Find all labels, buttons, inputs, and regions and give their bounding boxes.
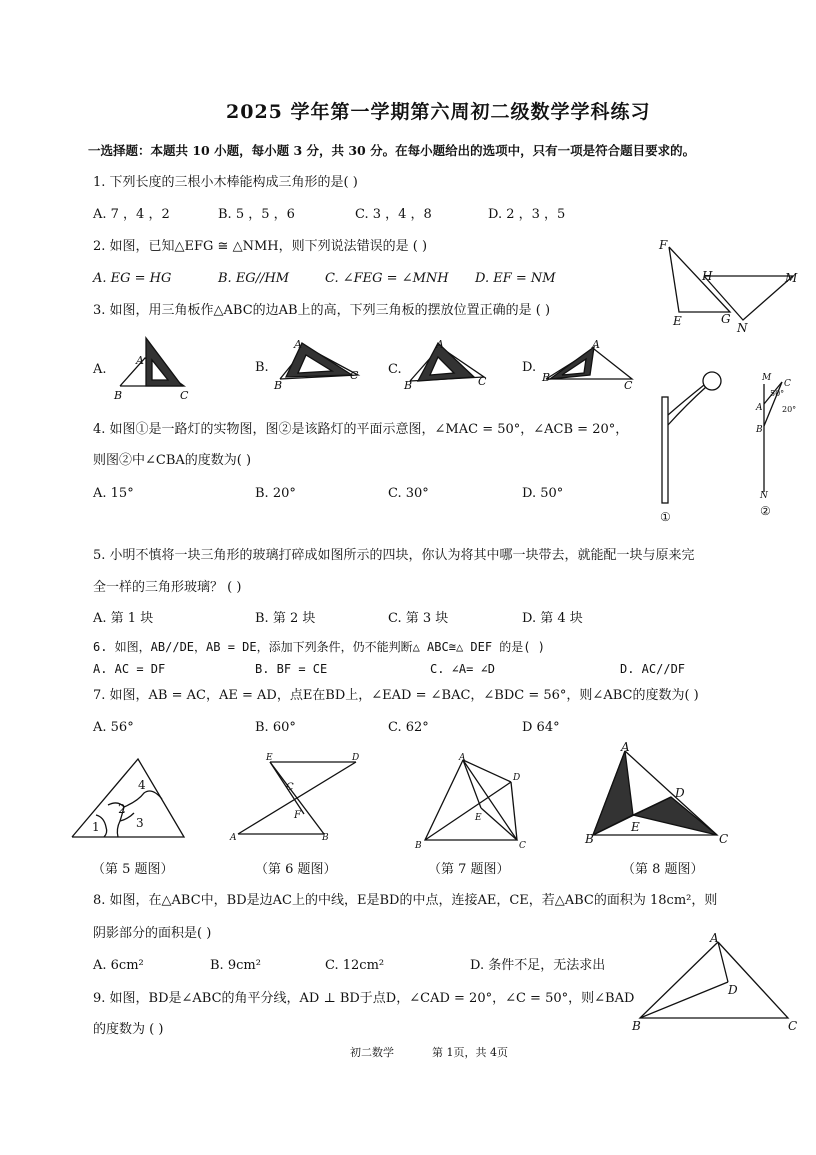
q8-label-b: B <box>585 832 594 846</box>
q2-label-e: E <box>673 314 682 328</box>
q9-label-a: A <box>710 931 719 945</box>
q1-option-d: D. 2 ，3 ，5 <box>488 207 566 222</box>
q4-label-fig2: ② <box>760 504 771 518</box>
q2-figure <box>655 235 805 335</box>
q9-label-c: C <box>788 1019 798 1033</box>
q3-figure-b <box>272 335 367 390</box>
q8-stem-line1: 8. 如图，在△ABC中，BD是边AC上的中线，E是BD的中点，连接AE，CE，若△ABC的面积为 18cm²，则 <box>93 893 718 908</box>
q2-label-h: H <box>702 269 713 283</box>
q7-label-d: D <box>513 773 521 783</box>
q5-stem-line1: 5. 小明不慎将一块三角形的玻璃打碎成如图所示的四块，你认为将其中哪一块带去，就能配一块与原来完 <box>93 548 695 563</box>
q7-label-e: E <box>475 813 482 823</box>
q1-option-b: B. 5 ，5 ，6 <box>218 207 295 222</box>
q8-option-a: A. 6cm² <box>93 958 144 973</box>
q5-piece-2: 2 <box>118 802 126 816</box>
q6-option-b: B. BF = CE <box>255 662 328 676</box>
q9-label-d: D <box>728 983 738 997</box>
q8-label-c: C <box>719 832 729 846</box>
q3b-label-a: A <box>294 338 302 351</box>
q3-figure-c <box>404 335 499 390</box>
q9-stem-line1: 9. 如图，BD是∠ABC的角平分线，AD ⊥ BD于点D，∠CAD = 20°，∠C = 50°，则∠BAD <box>93 991 635 1006</box>
q9-figure <box>632 930 802 1033</box>
q6-label-e: E <box>266 753 273 763</box>
q7-label-c: C <box>519 841 526 851</box>
q7-figure <box>415 752 535 852</box>
q4-figure-2-diagram <box>748 370 808 520</box>
q2-stem: 2. 如图，已知△EFG ≅ △NMH，则下列说法错误的是 ( ) <box>93 239 428 254</box>
q6-label-f: F <box>294 810 301 821</box>
q6-option-d: D. AC//DF <box>620 662 686 676</box>
q9-stem-line2: 的度数为 ( ) <box>93 1022 164 1037</box>
q3d-label-c: C <box>624 379 633 392</box>
q8-label-e: E <box>631 820 640 834</box>
q6-option-a: A. AC = DF <box>93 662 166 676</box>
q5-option-d: D. 第 4 块 <box>522 611 583 626</box>
q4-label-50: 50° <box>770 389 785 398</box>
q4-label-b: B <box>756 425 763 435</box>
q3a-label-a: A <box>136 354 144 367</box>
q8-label-d: D <box>675 786 685 800</box>
q6-option-c: C. ∠A= ∠D <box>430 662 496 676</box>
q4-label-a: A <box>756 403 763 413</box>
fig6-caption: （第 6 题图） <box>255 862 337 877</box>
q6-label-a: A <box>230 833 237 843</box>
q3d-label-a: A <box>592 338 600 351</box>
q3b-label-c: C <box>350 369 359 382</box>
q3a-label-c: C <box>180 389 189 402</box>
q7-option-b: B. 60° <box>255 720 296 735</box>
q2-option-c: C. ∠FEG = ∠MNH <box>325 271 449 286</box>
q4-label-m: M <box>762 373 772 383</box>
q7-option-c: C. 62° <box>388 720 429 735</box>
q8-option-b: B. 9cm² <box>210 958 261 973</box>
q8-stem-line2: 阴影部分的面积是( ) <box>93 926 212 941</box>
q8-label-a: A <box>621 740 630 754</box>
q5-piece-1: 1 <box>92 820 100 834</box>
q4-option-a: A. 15° <box>93 486 134 501</box>
q1-option-a: A. 7 ，4 ，2 <box>93 207 170 222</box>
q8-option-c: C. 12cm² <box>325 958 385 973</box>
q2-option-d: D. EF = NM <box>475 271 556 286</box>
q6-label-b: B <box>322 833 329 843</box>
q4-option-b: B. 20° <box>255 486 296 501</box>
q3-option-d: D. <box>522 360 537 375</box>
page-title: 2025 学年第一学期第六周初二级数学学科练习 <box>226 101 651 123</box>
q7-option-d: D 64° <box>522 720 560 735</box>
q3-option-a: A. <box>93 362 107 377</box>
q4-label-fig1: ① <box>660 510 671 524</box>
q5-figure <box>68 755 188 845</box>
q4-stem-line1: 4. 如图①是一路灯的实物图，图②是该路灯的平面示意图，∠MAC = 50°，∠ACB = 20°， <box>93 422 629 437</box>
q5-piece-3: 3 <box>136 816 144 830</box>
q4-option-c: C. 30° <box>388 486 429 501</box>
q5-option-c: C. 第 3 块 <box>388 611 449 626</box>
q3b-label-b: B <box>274 379 283 392</box>
q4-label-c: C <box>784 379 791 389</box>
footer-page-number: 第 1页，共 4页 <box>432 1046 508 1059</box>
q3-figure-a <box>112 330 192 400</box>
q2-label-g: G <box>721 312 731 326</box>
q2-label-n: N <box>737 321 748 335</box>
section-heading: 一选择题：本题共 10 小题，每小题 3 分，共 30 分。在每小题给出的选项中，只有一项是符合题目要求的。 <box>88 143 696 158</box>
q6-label-d: D <box>352 753 360 763</box>
q3-option-b: B. <box>255 360 269 375</box>
q3-option-c: C. <box>388 362 402 377</box>
q3c-label-c: C <box>478 375 487 388</box>
q5-option-a: A. 第 1 块 <box>93 611 154 626</box>
q7-label-b: B <box>415 841 422 851</box>
q2-option-a: A. EG = HG <box>93 271 172 286</box>
q6-figure <box>230 752 360 842</box>
q2-option-b: B. EG//HM <box>218 271 290 286</box>
q8-figure <box>585 740 735 846</box>
fig8-caption: （第 8 题图） <box>622 862 704 877</box>
q7-option-a: A. 56° <box>93 720 134 735</box>
q4-label-n: N <box>760 491 768 501</box>
q9-label-b: B <box>632 1019 641 1033</box>
q3c-label-a: A <box>436 338 444 351</box>
footer-subject: 初二数学 <box>350 1046 394 1059</box>
q4-stem-line2: 则图②中∠CBA的度数为( ) <box>93 453 252 468</box>
q5-stem-line2: 全一样的三角形玻璃？ ( ) <box>93 580 242 595</box>
fig5-caption: （第 5 题图） <box>92 862 174 877</box>
q5-piece-4: 4 <box>138 778 146 792</box>
q8-option-d: D. 条件不足，无法求出 <box>470 958 606 973</box>
q7-stem: 7. 如图，AB = AC，AE = AD，点E在BD上，∠EAD = ∠BAC，∠BDC = 56°，则∠ABC的度数为( ) <box>93 688 699 703</box>
fig7-caption: （第 7 题图） <box>428 862 510 877</box>
q4-label-20: 20° <box>782 405 797 414</box>
q2-label-m: M <box>785 271 798 285</box>
q2-label-f: F <box>659 238 668 252</box>
q6-label-c: C <box>286 782 294 793</box>
q6-stem: 6. 如图，AB//DE，AB = DE，添加下列条件，仍不能判断△ ABC≅△ DEF 的是( ) <box>93 640 545 654</box>
q3-figure-d <box>540 335 640 395</box>
q3a-label-b: B <box>114 389 123 402</box>
q3-stem: 3. 如图，用三角板作△ABC的边AB上的高，下列三角板的摆放位置正确的是 ( ) <box>93 303 551 318</box>
q1-stem: 1. 下列长度的三根小木棒能构成三角形的是( ) <box>93 175 358 190</box>
q1-option-c: C. 3 ，4 ，8 <box>355 207 432 222</box>
q4-figure-1-streetlamp <box>650 365 730 525</box>
q5-option-b: B. 第 2 块 <box>255 611 316 626</box>
q3c-label-b: B <box>404 379 413 392</box>
q4-option-d: D. 50° <box>522 486 564 501</box>
q3d-label-b: B <box>542 371 551 384</box>
q7-label-a: A <box>459 753 466 763</box>
